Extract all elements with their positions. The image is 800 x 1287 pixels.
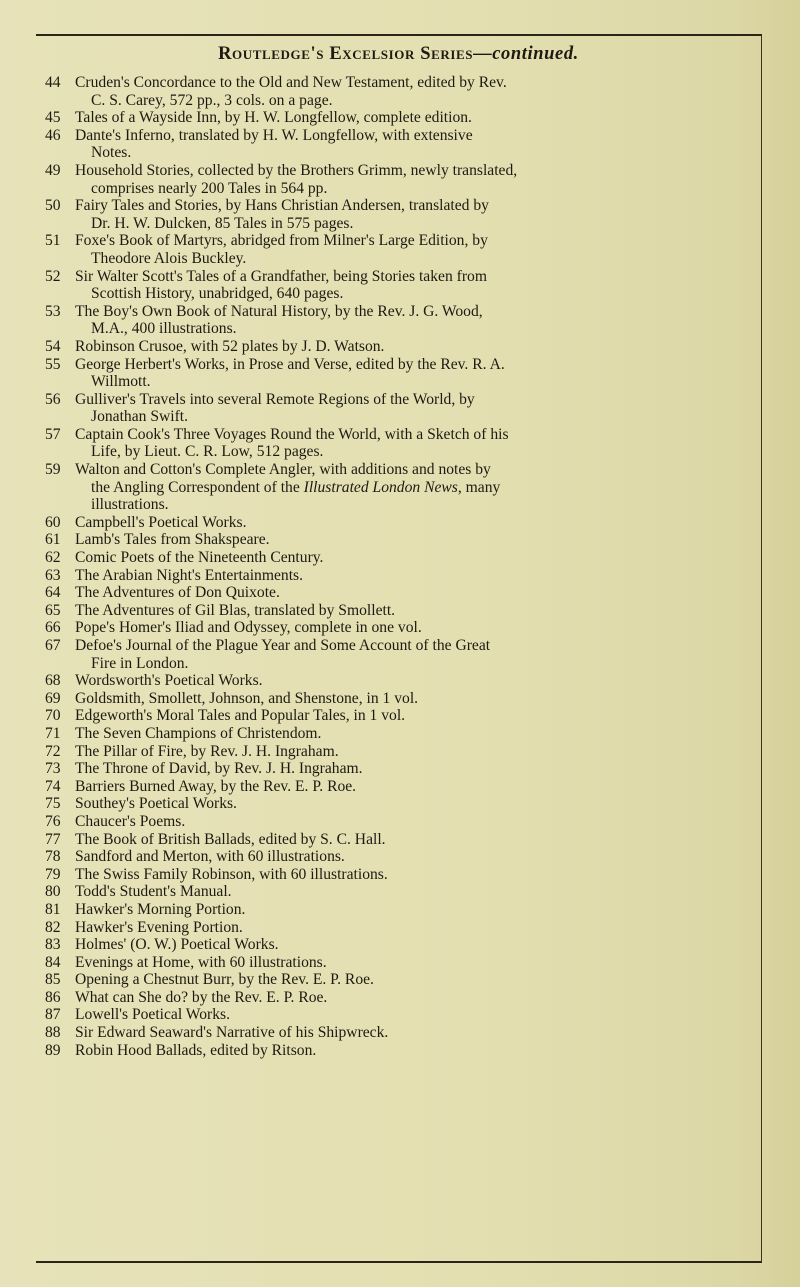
list-item <box>36 391 748 426</box>
entry-text <box>70 619 748 637</box>
entry-number: 78 <box>45 848 61 866</box>
list-item <box>36 831 748 849</box>
entry-line: Dr. H. W. Dulcken, 85 Tales in 575 pages. <box>91 214 354 232</box>
entry-number: 50 <box>45 197 61 215</box>
list-item <box>36 848 748 866</box>
entry-number: 70 <box>45 707 61 725</box>
entry-line: Chaucer's Poems. <box>75 812 186 830</box>
entry-text <box>70 813 748 831</box>
entry-line: illustrations. <box>91 496 169 514</box>
entry-line: Goldsmith, Smollett, Johnson, and Shenstone, in 1 vol. <box>75 689 419 707</box>
list-item <box>36 707 748 725</box>
entry-line: Household Stories, collected by the Brothers Grimm, newly translated, <box>75 161 518 179</box>
entry-text <box>70 162 748 197</box>
entry-text <box>70 831 748 849</box>
entry-number: 71 <box>45 724 61 742</box>
list-item <box>36 461 748 514</box>
entry-text <box>70 426 748 461</box>
entry-line: The Pillar of Fire, by Rev. J. H. Ingraham. <box>75 742 339 760</box>
list-item <box>36 162 748 197</box>
entry-line: Robinson Crusoe, with 52 plates by J. D. Watson. <box>75 337 385 355</box>
entry-number: 69 <box>45 689 61 707</box>
entry-number: 84 <box>45 953 61 971</box>
entry-text <box>70 866 748 884</box>
list-item <box>36 549 748 567</box>
list-item <box>36 919 748 937</box>
entry-line: Defoe's Journal of the Plague Year and Some Account of the Great <box>75 637 491 654</box>
entry-number: 80 <box>45 883 61 901</box>
list-item <box>36 866 748 884</box>
entry-number: 62 <box>45 549 61 567</box>
entry-line: C. S. Carey, 572 pp., 3 cols. on a page. <box>91 91 333 109</box>
entry-line: Pope's Homer's Iliad and Odyssey, complete in one vol. <box>75 619 422 637</box>
entry-number: 60 <box>45 513 61 531</box>
entry-text <box>70 760 748 778</box>
entry-text <box>70 531 748 549</box>
entry-number: 53 <box>45 302 61 320</box>
entry-number: 64 <box>45 584 61 602</box>
entry-line: Wordsworth's Poetical Works. <box>75 672 263 690</box>
list-item <box>36 356 748 391</box>
list-item <box>36 725 748 743</box>
entry-number: 63 <box>45 566 61 584</box>
entry-line: Fire in London. <box>91 654 189 672</box>
entry-number: 79 <box>45 865 61 883</box>
entry-line: Sandford and Merton, with 60 illustrations. <box>75 848 345 866</box>
entry-line: Lowell's Poetical Works. <box>75 1006 231 1024</box>
entry-line: Scottish History, unabridged, 640 pages. <box>91 285 344 303</box>
entry-number: 81 <box>45 900 61 918</box>
entry-text <box>70 690 748 708</box>
series-title-suffix: continued. <box>492 44 579 64</box>
entry-text <box>70 549 748 567</box>
entry-number: 74 <box>45 777 61 795</box>
entry-line: George Herbert's Works, in Prose and Verse, edited by the Rev. R. A. <box>75 355 505 373</box>
series-title: Routledge's Excelsior Series— <box>218 44 493 64</box>
entry-number: 45 <box>45 109 61 127</box>
entry-text <box>70 567 748 585</box>
entry-number: 85 <box>45 971 61 989</box>
entry-line: Hawker's Morning Portion. <box>75 900 246 918</box>
list-item <box>36 901 748 919</box>
entry-text <box>70 637 748 672</box>
entry-line: What can She do? by the Rev. E. P. Roe. <box>75 988 328 1006</box>
entry-number: 72 <box>45 742 61 760</box>
entry-number: 76 <box>45 812 61 830</box>
entry-text <box>70 743 748 761</box>
list-item <box>36 1006 748 1024</box>
list-item <box>36 268 748 303</box>
entry-text <box>70 268 748 303</box>
entry-line: Southey's Poetical Works. <box>75 795 237 813</box>
entry-line: Theodore Alois Buckley. <box>91 249 247 267</box>
list-item <box>36 690 748 708</box>
entry-line: Evenings at Home, with 60 illustrations. <box>75 953 327 971</box>
entry-text <box>70 672 748 690</box>
list-item <box>36 584 748 602</box>
list-item <box>36 637 748 672</box>
list-item <box>36 778 748 796</box>
entry-number: 59 <box>45 461 61 479</box>
entry-text <box>70 461 748 514</box>
list-item <box>36 1024 748 1042</box>
entry-text <box>70 1042 748 1060</box>
list-item <box>36 109 748 127</box>
list-item <box>36 232 748 267</box>
entry-number: 86 <box>45 988 61 1006</box>
list-item <box>36 760 748 778</box>
entry-line: The Adventures of Don Quixote. <box>75 584 280 602</box>
entry-text <box>70 584 748 602</box>
entry-line: Sir Walter Scott's Tales of a Grandfather, being Stories taken from <box>75 267 487 285</box>
entry-text <box>70 971 748 989</box>
page-frame <box>36 34 762 1263</box>
entry-line: Opening a Chestnut Burr, by the Rev. E. P. Roe. <box>75 971 374 989</box>
entry-line: Lamb's Tales from Shakspeare. <box>75 531 270 549</box>
entry-line: Barriers Burned Away, by the Rev. E. P. Roe. <box>75 777 357 795</box>
list-item <box>36 338 748 356</box>
entry-line: Fairy Tales and Stories, by Hans Christian Andersen, translated by <box>75 197 489 215</box>
list-item <box>36 743 748 761</box>
entry-text <box>70 232 748 267</box>
entry-text <box>70 74 748 109</box>
entry-number: 56 <box>45 390 61 408</box>
list-item <box>36 883 748 901</box>
entry-line: Captain Cook's Three Voyages Round the World, with a Sketch of his <box>75 425 509 443</box>
entry-number: 44 <box>45 74 61 91</box>
entry-line: The Arabian Night's Entertainments. <box>75 566 303 584</box>
entry-line: the Angling Correspondent of the Illustrated London News, many <box>91 478 501 496</box>
entry-number: 89 <box>45 1041 61 1059</box>
entry-line: Jonathan Swift. <box>91 408 189 426</box>
entry-text <box>70 127 748 162</box>
entry-line: The Swiss Family Robinson, with 60 illustrations. <box>75 865 388 883</box>
entry-number: 66 <box>45 619 61 637</box>
entry-text <box>70 514 748 532</box>
entry-number: 68 <box>45 672 61 690</box>
list-item <box>36 672 748 690</box>
entry-line: Foxe's Book of Martyrs, abridged from Milner's Large Edition, by <box>75 232 488 250</box>
list-item <box>36 426 748 461</box>
entry-text <box>70 602 748 620</box>
entry-number: 83 <box>45 936 61 954</box>
entry-text <box>70 936 748 954</box>
entry-line: Edgeworth's Moral Tales and Popular Tales, in 1 vol. <box>75 707 406 725</box>
entry-number: 46 <box>45 126 61 144</box>
entry-line: Life, by Lieut. C. R. Low, 512 pages. <box>91 443 324 461</box>
list-item <box>36 127 748 162</box>
entry-line: Dante's Inferno, translated by H. W. Longfellow, with extensive <box>75 126 473 144</box>
entry-number: 61 <box>45 531 61 549</box>
entry-text <box>70 303 748 338</box>
list-item <box>36 602 748 620</box>
entry-text <box>70 901 748 919</box>
entry-line: The Seven Champions of Christendom. <box>75 724 322 742</box>
entry-number: 55 <box>45 355 61 373</box>
entry-line: Walton and Cotton's Complete Angler, with additions and notes by <box>75 461 491 479</box>
list-item <box>36 954 748 972</box>
entry-line: The Book of British Ballads, edited by S. C. Hall. <box>75 830 386 848</box>
entry-line: Willmott. <box>91 373 151 391</box>
book-list <box>36 74 748 1059</box>
entry-line: Todd's Student's Manual. <box>75 883 232 901</box>
list-item <box>36 936 748 954</box>
list-item <box>36 971 748 989</box>
entry-line: The Adventures of Gil Blas, translated by Smollett. <box>75 601 396 619</box>
entry-text <box>70 848 748 866</box>
list-item <box>36 567 748 585</box>
list-item <box>36 531 748 549</box>
entry-text <box>70 109 748 127</box>
entry-number: 73 <box>45 760 61 778</box>
list-item <box>36 514 748 532</box>
list-item <box>36 303 748 338</box>
entry-text <box>70 725 748 743</box>
entry-line: Hawker's Evening Portion. <box>75 918 243 936</box>
page-heading <box>36 44 761 65</box>
entry-text <box>70 1024 748 1042</box>
entry-line: Robin Hood Ballads, edited by Ritson. <box>75 1041 317 1059</box>
entry-number: 87 <box>45 1006 61 1024</box>
entry-number: 75 <box>45 795 61 813</box>
entry-number: 77 <box>45 830 61 848</box>
entry-line: The Throne of David, by Rev. J. H. Ingraham. <box>75 760 363 778</box>
entry-number: 52 <box>45 267 61 285</box>
entry-text <box>70 391 748 426</box>
entry-text <box>70 919 748 937</box>
entry-line: M.A., 400 illustrations. <box>91 320 237 338</box>
entry-number: 88 <box>45 1024 61 1042</box>
entry-text <box>70 707 748 725</box>
entry-text <box>70 778 748 796</box>
entry-line: Sir Edward Seaward's Narrative of his Shipwreck. <box>75 1024 389 1042</box>
list-item <box>36 989 748 1007</box>
entry-line: Holmes' (O. W.) Poetical Works. <box>75 936 279 954</box>
entry-line: Tales of a Wayside Inn, by H. W. Longfellow, complete edition. <box>75 109 472 127</box>
entry-number: 54 <box>45 337 61 355</box>
entry-number: 65 <box>45 601 61 619</box>
entry-line: Notes. <box>91 144 132 162</box>
list-item <box>36 619 748 637</box>
entry-line: Campbell's Poetical Works. <box>75 513 247 531</box>
entry-text <box>70 1006 748 1024</box>
entry-number: 49 <box>45 161 61 179</box>
entry-text <box>70 356 748 391</box>
entry-line: Gulliver's Travels into several Remote Regions of the World, by <box>75 390 475 408</box>
entry-number: 82 <box>45 918 61 936</box>
entry-text <box>70 989 748 1007</box>
list-item <box>36 74 748 109</box>
entry-line: comprises nearly 200 Tales in 564 pp. <box>91 179 328 197</box>
list-item <box>36 197 748 232</box>
list-item <box>36 795 748 813</box>
entry-line: Cruden's Concordance to the Old and New Testament, edited by Rev. <box>75 74 507 91</box>
entry-number: 51 <box>45 232 61 250</box>
entry-number: 57 <box>45 425 61 443</box>
list-item <box>36 813 748 831</box>
entry-text <box>70 883 748 901</box>
entry-line: The Boy's Own Book of Natural History, by the Rev. J. G. Wood, <box>75 302 483 320</box>
list-item <box>36 1042 748 1060</box>
entry-line: Comic Poets of the Nineteenth Century. <box>75 549 324 567</box>
entry-text <box>70 197 748 232</box>
entry-text <box>70 954 748 972</box>
entry-text <box>70 795 748 813</box>
entry-number: 67 <box>45 637 61 654</box>
entry-text <box>70 338 748 356</box>
